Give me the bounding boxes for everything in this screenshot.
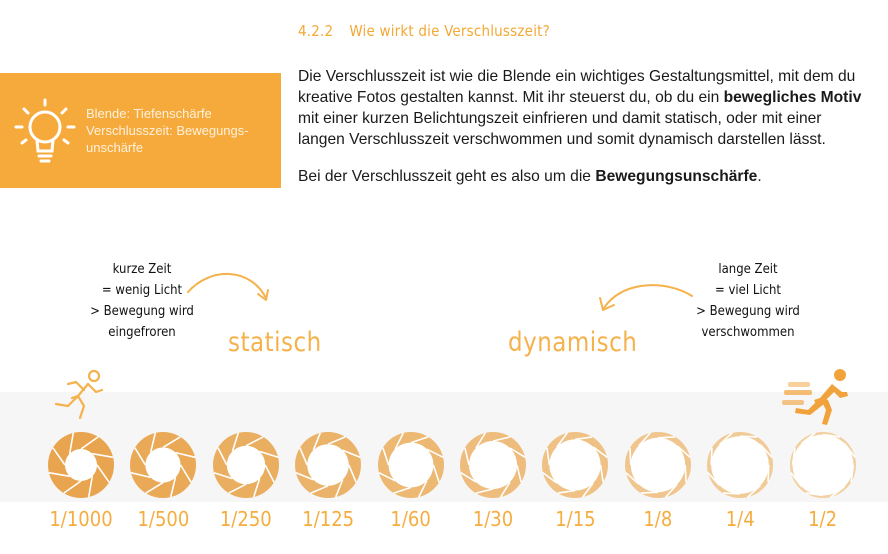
dynamic-label: dynamisch [508,328,638,358]
text-run: Die Verschlusszeit ist wie die Blende ein wichtiges Gestaltungsmittel, mit dem du kreative Fotos gestalten kannst. Mit ihr steuerst du, ob du ein [298,68,856,106]
note-line: lange Zeit [718,262,778,277]
tip-text [86,105,249,156]
aperture-icon [128,430,198,500]
shutter-speed-label: 1/8 [643,507,673,531]
section-number: 4.2.2 [298,22,334,40]
note-line: verschwommen [701,325,795,340]
aperture-icon [376,430,446,500]
curved-arrow-right-icon [180,262,280,312]
note-line: kurze Zeit [112,262,172,277]
aperture-icon [623,430,693,500]
body-text [298,66,868,187]
tip-box [0,73,281,188]
aperture-icon [540,430,610,500]
running-person-outline-icon [50,368,108,422]
shutter-speed-label: 1/30 [472,507,514,531]
shutter-speed-label: 1/125 [302,507,355,531]
shutter-speed-label: 1/1000 [49,507,113,531]
aperture-icon [211,430,281,500]
shutter-speed-label: 1/250 [219,507,272,531]
tip-line: unschärfe [86,140,144,155]
note-line: eingefroren [108,325,176,340]
tip-line: Verschlusszeit: Bewegungs- [86,123,249,138]
static-label: statisch [228,328,322,358]
text-run: mit einer kurzen Belichtungszeit einfrieren und damit statisch, oder mit einer langen Verschlusszeit verschwommen und somit dynamisch darstellen lässt. [298,110,826,148]
aperture-icon [705,430,775,500]
aperture-icon [46,430,116,500]
note-line: > Bewegung wird [696,304,800,319]
tip-line: Blende: Tiefenschärfe [86,106,212,121]
shutter-speed-label: 1/500 [137,507,190,531]
paragraph [298,66,868,150]
note-line: = viel Licht [714,283,782,298]
bold-term: Bewegungsunschärfe [595,168,758,185]
shutter-speed-label: 1/15 [555,507,596,531]
text-run: Bei der Verschlusszeit geht es also um die [298,168,596,185]
bold-term: bewegliches Motiv [723,89,862,106]
note-line: > Bewegung wird [90,304,194,319]
section-heading [298,22,550,40]
shutter-speed-label: 1/60 [390,507,431,531]
shutter-speed-label: 1/2 [808,507,838,531]
note-line: = wenig Licht [101,283,183,298]
aperture-icon [458,430,528,500]
aperture-icon [293,430,363,500]
shutter-speed-label: 1/4 [725,507,755,531]
paragraph [298,166,868,187]
aperture-icon [788,430,858,500]
lightbulb-icon [12,97,78,167]
section-title: Wie wirkt die Verschlusszeit? [349,22,550,40]
text-run: . [757,168,762,185]
running-person-motion-icon [780,366,860,428]
curved-arrow-left-icon [592,272,702,318]
